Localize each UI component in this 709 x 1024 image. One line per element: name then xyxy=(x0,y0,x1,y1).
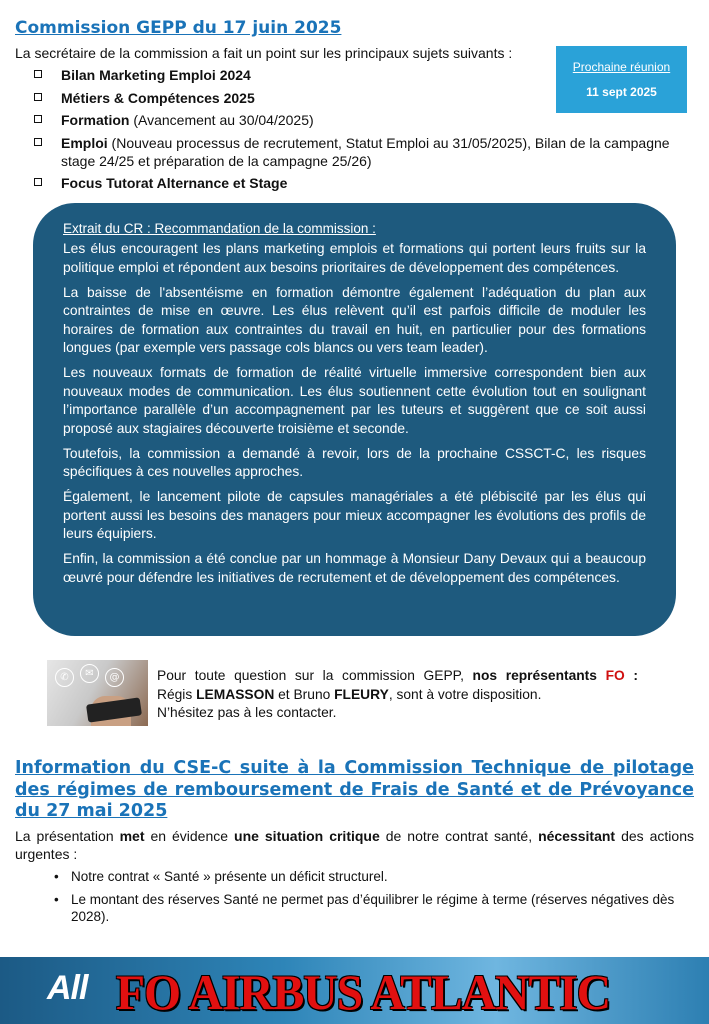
mail-icon: ✉ xyxy=(80,664,99,683)
panel-paragraph: Les nouveaux formats de formation de réalité virtuelle immersive correspondent bien aux nouveaux modes de communication. Les élus soutiennent cette évolution tout en soulignant l’importance parallèle d’un accompagnement par les tuteurs et suggèrent que ce soit aussi proposé aux stagiaires découverte troisième et seconde. xyxy=(63,365,646,436)
topic-item: Focus Tutorat Alternance et Stage xyxy=(34,174,696,192)
panel-paragraph: Toutefois, la commission a demandé à revoir, lors de la prochaine CSSCT-C, les risques spécifiques à ces nouvelles approches. xyxy=(63,445,646,479)
contact-line-1: Pour toute question sur la commission GEPP, nos représentants FO : xyxy=(157,668,638,683)
topic-item: Bilan Marketing Emploi 2024 xyxy=(34,66,696,84)
next-meeting-box xyxy=(556,46,687,113)
intro-text: La secrétaire de la commission a fait un point sur les principaux sujets suivants : xyxy=(15,45,513,61)
checkbox-bullet-icon xyxy=(34,178,42,186)
checkbox-bullet-icon xyxy=(34,138,42,146)
health-bullets xyxy=(54,868,694,931)
contact-line-2: Régis LEMASSON et Bruno FLEURY, sont à votre disposition. xyxy=(157,686,542,702)
at-icon: @ xyxy=(105,668,124,687)
topic-item: Formation (Avancement au 30/04/2025) xyxy=(34,111,696,129)
checkbox-bullet-icon xyxy=(34,70,42,78)
footer-brand: FO AIRBUS ATLANTIC xyxy=(116,964,611,1020)
contact-illustration xyxy=(47,660,148,726)
next-meeting-label: Prochaine réunion xyxy=(572,60,671,74)
list-item: • Le montant des réserves Santé ne permet pas d’équilibrer le régime à terme (réserves négatives dès 2028). xyxy=(54,891,694,925)
panel-title: Extrait du CR : Recommandation de la commission : xyxy=(63,221,376,236)
next-meeting-date: 11 sept 2025 xyxy=(586,85,657,99)
panel-paragraph: Également, le lancement pilote de capsules managériales a été plébiscité par les élus qui portent aussi les besoins des managers pour mieux accompagner les évolutions des profils de leurs équipiers. xyxy=(63,489,646,541)
footer-all-logo: All xyxy=(47,969,88,1007)
footer-banner xyxy=(0,957,709,1024)
commission-recommendation-panel xyxy=(33,203,676,636)
section-title-cse: Information du CSE-C suite à la Commission Technique de pilotage des régimes de remboursement de Frais de Santé et de Prévoyance du 27 mai 2025 xyxy=(15,758,694,821)
panel-paragraph: Les élus encouragent les plans marketing emplois et formations qui portent leurs fruits sur la politique emploi et répondent aux besoins prioritaires de développement des compétences. xyxy=(63,241,646,275)
contact-text xyxy=(157,667,638,723)
panel-paragraph: La baisse de l'absentéisme en formation démontre également l’adéquation du plan aux contraintes de mise en œuvre. Les élus relèvent qu’il est parfois difficile de moduler les horaires de formation aux contraintes du travail en huit, en particulier pour des formations longues (par exemple vers passage cols blancs ou vers team leader). xyxy=(63,284,646,355)
topic-item: Métiers & Compétences 2025 xyxy=(34,89,696,107)
section-title-gepp: Commission GEPP du 17 juin 2025 xyxy=(15,18,342,38)
checkbox-bullet-icon xyxy=(34,93,42,101)
contact-line-3: N’hésitez pas à les contacter. xyxy=(157,705,337,720)
panel-paragraph: Enfin, la commission a été conclue par un hommage à Monsieur Dany Devaux qui a beaucoup œuvré pour défendre les initiatives de recrutement et de développement des compétences. xyxy=(63,551,646,585)
phone-icon: ✆ xyxy=(55,668,74,687)
list-item: • Notre contrat « Santé » présente un déficit structurel. xyxy=(54,868,694,885)
checkbox-bullet-icon xyxy=(34,115,42,123)
presentation-text: La présentation met en évidence une situation critique de notre contrat santé, nécessitant des actions urgentes : xyxy=(15,828,694,862)
topic-item: Emploi (Nouveau processus de recrutement, Statut Emploi au 31/05/2025), Bilan de la campagne stage 24/25 et préparation de la campagne 25/26) xyxy=(34,134,696,170)
